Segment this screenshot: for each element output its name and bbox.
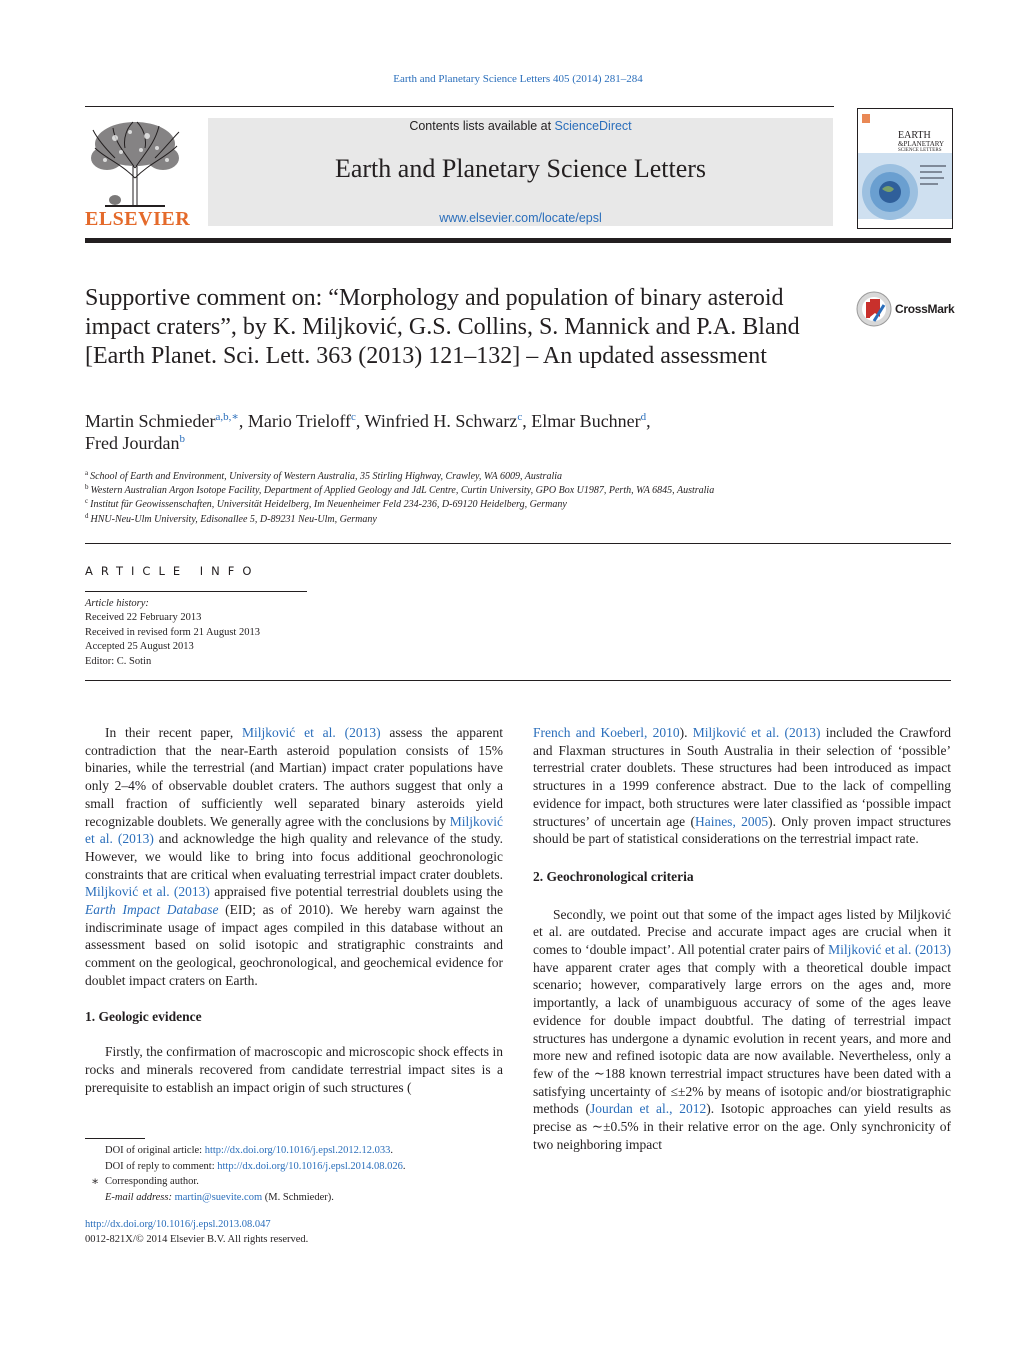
- body-paragraph: [85, 1043, 503, 1096]
- author-affiliation-marker[interactable]: c: [517, 411, 523, 423]
- affiliation: [85, 470, 562, 484]
- body-text: have apparent crater ages that comply with a theoretical double impact scenario; however, comparatively large errors on the ages and, more importantly, a lack of unambiguous accuracy of some of the ages leave evidence for double impact doubtful. The dating of terrestrial impact structures has undergone a dynamic evolution in recent years, and more and more new and refined isotopic data are now available. Nevertheless, only a few of the ∼188 known terrestrial impact structures have been dated with a satisfying uncertainty of ≤±2% by means of isotopic and/or biostratigraphic methods (: [533, 959, 951, 1117]
- footnote-email: [105, 1190, 406, 1206]
- history-label: Article history:: [85, 598, 149, 609]
- article-info-rule: [85, 591, 307, 592]
- journal-reference[interactable]: Earth and Planetary Science Letters 405 (2014) 281–284: [393, 73, 643, 85]
- header-thick-rule: [85, 238, 951, 243]
- author-separator: ,: [238, 411, 248, 431]
- affiliation-text: School of Earth and Environment, University of Western Australia, 35 Stirling Highway, Crawley, WA 6009, Australia: [90, 471, 562, 482]
- body-text: (EID; as of 2010). We hereby warn against the indiscriminate usage of impact ages compiled in this database without an assessment based on solid isotopic and stratigraphic constraints and comment on the geological, geochronological, and geochemical evidence for doublet impact craters on Earth.: [85, 902, 503, 988]
- section-divider: [85, 680, 951, 681]
- article-doi-link[interactable]: http://dx.doi.org/10.1016/j.epsl.2013.08.047: [85, 1219, 271, 1230]
- affiliation-text: Western Australian Argon Isotope Facility, Department of Applied Geology and JdL Centre, Curtin University, GPO Box U1987, Perth, WA 6845, Australia: [90, 485, 715, 496]
- crossmark-label[interactable]: CrossMark: [895, 302, 955, 316]
- body-text: appraised five potential terrestrial doublets using the: [209, 884, 503, 900]
- citation-link[interactable]: Miljković et al. (2013): [692, 725, 821, 740]
- author-affiliation-marker[interactable]: b: [179, 433, 185, 445]
- citation-link[interactable]: Haines, 2005: [694, 813, 769, 829]
- author-separator: ,: [646, 411, 651, 431]
- cover-title-line: &PLANETARY: [898, 140, 945, 148]
- author-name[interactable]: Winfried H. Schwarz: [364, 411, 518, 431]
- cover-title-line: EARTH: [898, 130, 931, 141]
- body-text: assess the apparent contradiction that the near-Earth asteroid population consists of 15% binaries, while the terrestrial (and Martian) impact crater populations have only 2–4% of observable doublet craters. The authors suggest that only a small fraction of sufficiently well separated binary asteroids yield recognizable doublets. We generally agree with the conclusions by: [85, 725, 503, 829]
- citation-link[interactable]: French and Koeberl, 2010: [533, 725, 680, 740]
- body-paragraph: [85, 724, 503, 990]
- body-column-right: [533, 724, 951, 1153]
- history-editor: Editor: C. Sotin: [85, 655, 152, 667]
- affiliation: [85, 484, 714, 498]
- author-separator: ,: [522, 411, 532, 431]
- journal-title: Earth and Planetary Science Letters: [334, 154, 707, 183]
- header-top-divider: [85, 106, 834, 107]
- affiliation-label: d: [85, 512, 89, 520]
- sciencedirect-link[interactable]: ScienceDirect: [554, 119, 632, 133]
- body-paragraph: [533, 724, 951, 848]
- body-column-left: [85, 724, 503, 1096]
- author-name[interactable]: Fred Jourdan: [85, 433, 180, 453]
- affiliation: [85, 513, 377, 527]
- author-affiliation-marker[interactable]: c: [351, 411, 356, 423]
- body-text: ). Isotopic approaches can yield results as precise as ∼±0.5% in their relative error on the age. Only synchronicity of two neighboring impact: [533, 1101, 951, 1152]
- footnote-label: DOI of reply to comment:: [105, 1160, 218, 1172]
- article-title: Supportive comment on: “Morphology and population of binary asteroid impact craters”, by K. Miljković, G.S. Collins, S. Mannick and P.A. Bland [Earth Planet. Sci. Lett. 363 (2013) 121–132] – An updated assessment: [85, 285, 800, 369]
- body-text: Secondly, we point out that some of the impact ages listed by Miljković et al. are outdated. Precise and accurate impact ages are crucial when it comes to ‘double impact’. All potential crater pairs of: [533, 906, 951, 958]
- footnote-doi-reply: [105, 1159, 406, 1175]
- section-heading: 2. Geochronological criteria: [533, 868, 694, 884]
- crossmark-icon: [856, 291, 892, 327]
- author-affiliation-marker[interactable]: a,b,∗: [215, 411, 239, 423]
- body-text: ). Only proven impact structures should be part of statistical considerations on the terrestrial impact rate.: [533, 813, 951, 847]
- history-accepted: Accepted 25 August 2013: [85, 641, 194, 653]
- doi-reply-link[interactable]: http://dx.doi.org/10.1016/j.epsl.2014.08.026: [217, 1160, 403, 1172]
- affiliation-label: b: [85, 483, 89, 491]
- journal-cover-thumbnail[interactable]: [857, 108, 953, 229]
- cover-title-line: SCIENCE LETTERS: [898, 148, 942, 153]
- body-text: ).: [679, 725, 693, 740]
- author-list: [85, 410, 925, 454]
- footnote-period: .: [390, 1145, 393, 1156]
- affiliation-label: a: [85, 469, 89, 477]
- earth-impact-database-link[interactable]: Earth Impact Database: [85, 902, 219, 918]
- contents-available-line: [208, 119, 833, 133]
- doi-original-link[interactable]: http://dx.doi.org/10.1016/j.epsl.2012.12.033: [204, 1145, 391, 1156]
- history-received: Received 22 February 2013: [85, 612, 202, 624]
- affiliation-text: HNU-Neu-Ulm University, Edisonallee 5, D-89231 Neu-Ulm, Germany: [90, 514, 377, 525]
- author-name[interactable]: Mario Trieloff: [247, 411, 352, 431]
- footnote-label: E-mail address:: [105, 1191, 175, 1203]
- citation-link[interactable]: Miljković et al. (2013): [85, 884, 210, 900]
- citation-link[interactable]: Jourdan et al., 2012: [590, 1101, 707, 1117]
- contents-prefix: Contents lists available at: [409, 119, 555, 133]
- footnote-period: .: [402, 1160, 406, 1172]
- body-text: In their recent paper,: [105, 725, 243, 740]
- corresponding-star-marker: ∗: [91, 1174, 100, 1188]
- article-history: [85, 597, 260, 669]
- section-divider: [85, 543, 951, 544]
- footnote-corresponding: Corresponding author.: [105, 1176, 199, 1187]
- history-revised: Received in revised form 21 August 2013: [85, 626, 260, 638]
- author-name[interactable]: Elmar Buchner: [531, 411, 641, 431]
- body-text: included the Crawford and Flaxman structures in South Australia in their selection of ‘possible’ terrestrial crater doublets. These structures had been introduced as impact structures in a 1999 conference abstract. Due to the lack of compelling evidence for impact, both structures were later classified as ‘possible impact structures’ of uncertain age (: [533, 725, 951, 829]
- author-affiliation-marker[interactable]: d: [640, 411, 647, 423]
- footnotes: [105, 1143, 406, 1205]
- author-name[interactable]: Martin Schmieder: [85, 411, 216, 431]
- affiliation-label: c: [85, 497, 89, 505]
- elsevier-wordmark: ELSEVIER: [85, 208, 191, 230]
- body-text: Firstly, the confirmation of macroscopic and microscopic shock effects in rocks and minerals recovered from candidate terrestrial impact sites is a prerequisite to establish an impact origin of such structures (: [85, 1044, 503, 1095]
- footnote-doi-original: [105, 1143, 406, 1159]
- author-separator: ,: [355, 411, 365, 431]
- footnote-label: DOI of original article:: [105, 1145, 205, 1156]
- footnote-rule: [85, 1138, 145, 1139]
- journal-homepage-link[interactable]: www.elsevier.com/locate/epsl: [439, 211, 602, 225]
- citation-link[interactable]: Miljković et al. (2013): [242, 725, 381, 740]
- article-info-heading: ARTICLE INFO: [85, 564, 260, 578]
- footnote-text: (M. Schmieder).: [262, 1191, 334, 1203]
- copyright-line: 0012-821X/© 2014 Elsevier B.V. All rights reserved.: [85, 1234, 309, 1245]
- article-doi-block: [85, 1217, 308, 1247]
- affiliation: [85, 498, 567, 512]
- cover-title: [898, 131, 944, 154]
- body-paragraph: [533, 906, 951, 1154]
- citation-link[interactable]: Miljković et al. (2013): [828, 942, 951, 958]
- affiliation-text: Institut für Geowissenschaften, Universität Heidelberg, Im Neuenheimer Feld 234-236, D-69120 Heidelberg, Germany: [90, 499, 567, 510]
- section-heading: 1. Geologic evidence: [85, 1008, 202, 1024]
- body-text: and acknowledge the high quality and relevance of the study. However, we would like to bring into focus additional geochronologic constraints that are critical when evaluating terrestrial impact crater doublets.: [85, 831, 503, 882]
- citation-link[interactable]: Miljković et al. (2013): [85, 813, 503, 847]
- email-link[interactable]: martin@suevite.com: [174, 1191, 263, 1203]
